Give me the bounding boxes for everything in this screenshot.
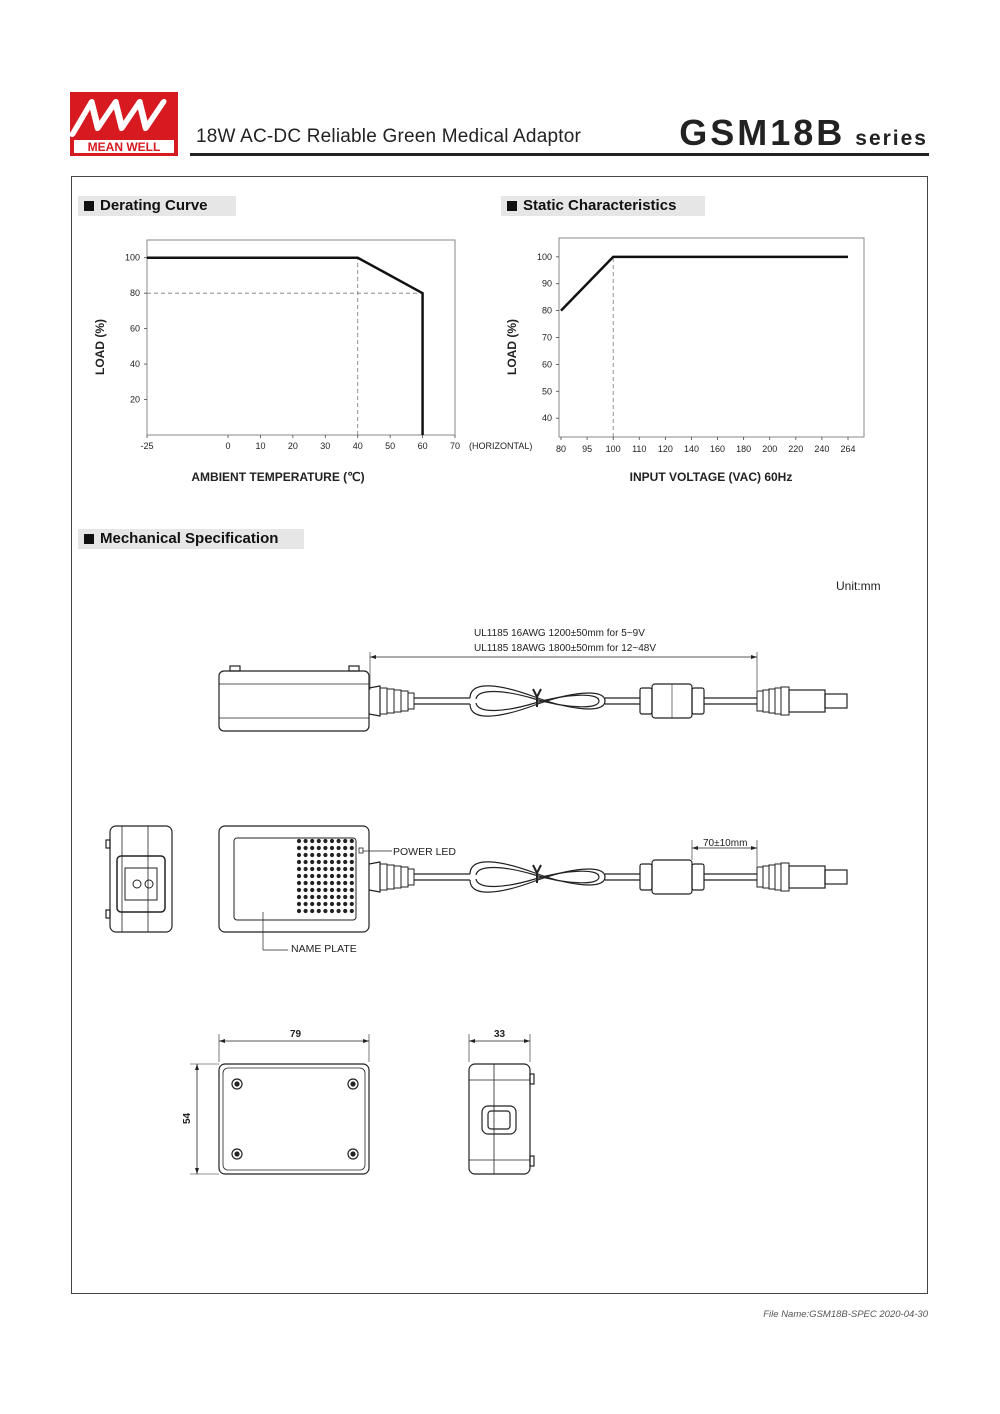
x-tick-label: 50 [385, 441, 396, 451]
depth-dimension: 33 [494, 1029, 506, 1040]
y-tick-label: 60 [541, 359, 552, 370]
x-tick-label: 30 [320, 441, 331, 451]
side-view-top [219, 652, 847, 731]
x-axis-note: (HORIZONTAL) [469, 441, 533, 451]
y-tick-label: 20 [129, 394, 140, 405]
height-dimension: 54 [182, 1112, 193, 1124]
y-tick-label: 100 [124, 252, 140, 263]
y-axis-label: LOAD (%) [93, 319, 107, 375]
section-label: Derating Curve [100, 197, 208, 214]
plug-length-label: 70±10mm [703, 838, 748, 849]
series-label: series [855, 127, 928, 150]
x-tick-label: 10 [255, 441, 266, 451]
x-tick-label: 20 [287, 441, 298, 451]
power-led-label: POWER LED [393, 846, 457, 858]
y-tick-label: 40 [129, 359, 140, 370]
unit-label: Unit:mm [836, 579, 881, 593]
y-tick-label: 80 [129, 288, 140, 299]
y-tick-label: 80 [541, 305, 552, 316]
cable-label-1: UL1185 16AWG 1200±50mm for 5~9V [474, 628, 645, 639]
x-axis-label: AMBIENT TEMPERATURE (℃) [191, 470, 365, 484]
document-subtitle: 18W AC-DC Reliable Green Medical Adaptor [196, 126, 582, 147]
y-tick-label: 70 [541, 332, 552, 343]
y-tick-label: 100 [536, 251, 552, 262]
x-tick-label: -25 [140, 441, 154, 451]
x-tick-label: 70 [449, 441, 461, 451]
x-tick-label: 140 [683, 444, 699, 454]
model-name: GSM18B [679, 112, 846, 153]
x-tick-label: 100 [605, 444, 621, 454]
x-tick-label: 220 [788, 444, 804, 454]
logo-text: MEAN WELL [87, 140, 161, 154]
x-tick-label: 200 [762, 444, 778, 454]
y-axis-label: LOAD (%) [505, 319, 519, 375]
section-label: Static Characteristics [523, 197, 677, 214]
y-tick-label: 50 [541, 386, 552, 397]
x-tick-label: 264 [840, 444, 856, 454]
width-dimension: 79 [290, 1029, 302, 1040]
x-tick-label: 0 [225, 441, 231, 451]
name-plate-label: NAME PLATE [291, 943, 357, 955]
y-tick-label: 40 [541, 413, 552, 424]
x-axis-label: INPUT VOLTAGE (VAC) 60Hz [629, 470, 793, 484]
top-view [190, 1034, 534, 1174]
x-tick-label: 180 [736, 444, 752, 454]
x-tick-label: 40 [352, 441, 363, 451]
cable-tie-mark [533, 689, 541, 883]
section-label: Mechanical Specification [100, 530, 279, 547]
x-tick-label: 60 [417, 441, 428, 451]
y-tick-label: 90 [541, 278, 552, 289]
x-tick-label: 110 [632, 444, 647, 454]
y-tick-label: 60 [129, 323, 140, 334]
x-tick-label: 240 [814, 444, 830, 454]
x-tick-label: 80 [555, 444, 567, 454]
x-tick-label: 120 [657, 444, 673, 454]
cable-label-2: UL1185 18AWG 1800±50mm for 12~48V [474, 643, 656, 654]
x-tick-label: 160 [710, 444, 726, 454]
file-name: File Name:GSM18B-SPEC 2020-04-30 [763, 1309, 928, 1320]
x-tick-label: 95 [582, 444, 593, 454]
